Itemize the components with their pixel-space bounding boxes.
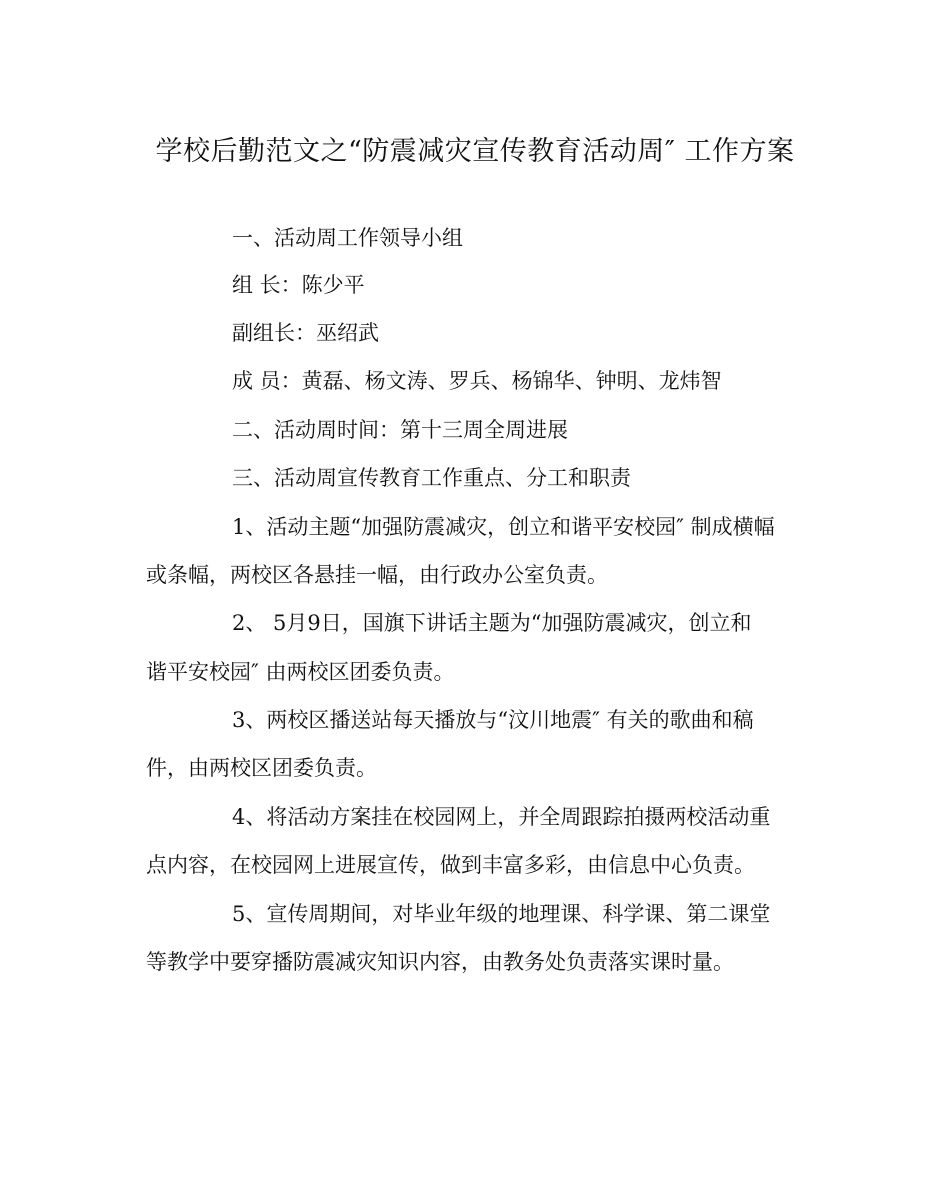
section-heading-3: 三、活动周宣传教育工作重点、分工和职责 xyxy=(232,466,631,490)
leader-line: 组 长：陈少平 xyxy=(232,273,365,297)
item-2-line-2: 谐平安校园″ 由两校区团委负责。 xyxy=(146,660,455,684)
item-3-line-1: 3、两校区播送站每天播放与“汶川地震″ 有关的歌曲和稿 xyxy=(232,708,754,732)
item-1-line-2: 或条幅，两校区各悬挂一幅，由行政办公室负责。 xyxy=(146,563,608,587)
item-5-line-1: 5、宣传周期间，对毕业年级的地理课、科学课、第二课堂 xyxy=(232,902,771,926)
item-3-line-2: 件，由两校区团委负责。 xyxy=(146,756,377,780)
item-4-line-1: 4、将活动方案挂在校园网上，并全周跟踪拍摄两校活动重 xyxy=(232,805,771,829)
deputy-leader-line: 副组长：巫绍武 xyxy=(232,321,379,345)
item-4-line-2: 点内容，在校园网上进展宣传，做到丰富多彩，由信息中心负责。 xyxy=(146,853,755,877)
section-heading-1: 一、活动周工作领导小组 xyxy=(232,226,463,250)
section-heading-2: 二、活动周时间：第十三周全周进展 xyxy=(232,418,568,442)
item-5-line-2: 等教学中要穿播防震减灾知识内容，由教务处负责落实课时量。 xyxy=(146,950,734,974)
document-title: 学校后勤范文之“防震减灾宣传教育活动周″ 工作方案 xyxy=(155,136,795,167)
item-1-line-1: 1、活动主题“加强防震减灾，创立和谐平安校园″ 制成横幅 xyxy=(232,515,775,539)
members-line: 成 员：黄磊、杨文涛、罗兵、杨锦华、钟明、龙炜智 xyxy=(232,369,722,393)
item-2-line-1: 2、 5月9日，国旗下讲话主题为“加强防震减灾，创立和 xyxy=(232,611,752,635)
